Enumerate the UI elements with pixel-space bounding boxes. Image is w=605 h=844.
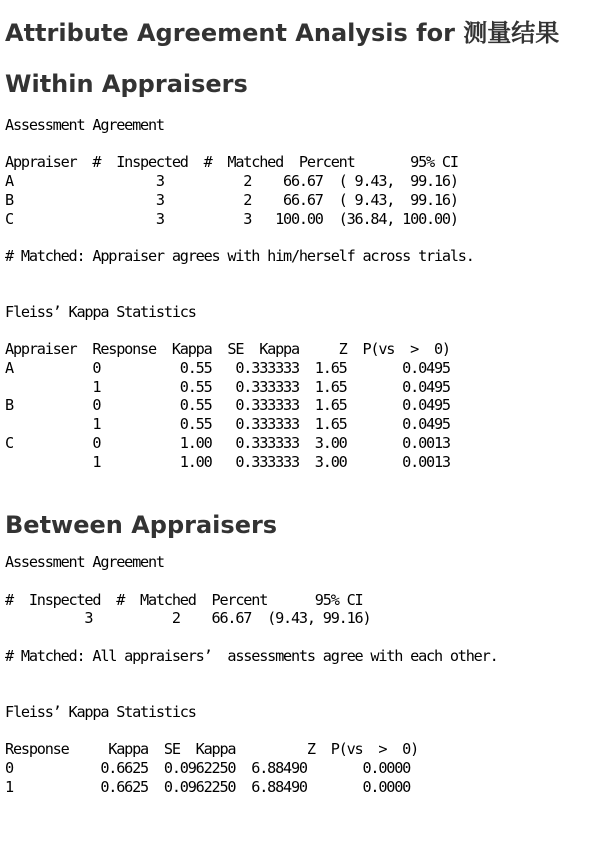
table-row: 1 0.6625 0.0962250 6.88490 0.0000 <box>5 777 411 796</box>
table-row: 0 0.6625 0.0962250 6.88490 0.0000 <box>5 758 411 777</box>
table-row: 3 2 66.67 (9.43, 99.16) <box>5 609 371 628</box>
table-row: B 0 0.55 0.333333 1.65 0.0495 <box>5 396 450 415</box>
table-row: C 3 3 100.00 (36.84, 100.00) <box>5 209 458 228</box>
within-kappa-label: Fleiss’ Kappa Statistics <box>5 302 196 321</box>
page-title: Attribute Agreement Analysis for 测量结果 <box>5 19 560 47</box>
between-assessment-label: Assessment Agreement <box>5 553 164 572</box>
table-row: 1 0.55 0.333333 1.65 0.0495 <box>5 415 450 434</box>
table-row: A 3 2 66.67 ( 9.43, 99.16) <box>5 172 458 191</box>
between-appraisers-heading: Between Appraisers <box>5 511 278 540</box>
table-row: A 0 0.55 0.333333 1.65 0.0495 <box>5 359 450 378</box>
table-row: B 3 2 66.67 ( 9.43, 99.16) <box>5 190 458 209</box>
table-row: 1 0.55 0.333333 1.65 0.0495 <box>5 377 450 396</box>
within-assessment-note: # Matched: Appraiser agrees with him/herself across trials. <box>5 246 474 265</box>
within-kappa-header: Appraiser Response Kappa SE Kappa Z P(vs > 0) <box>5 340 450 359</box>
between-kappa-header: Response Kappa SE Kappa Z P(vs > 0) <box>5 740 419 759</box>
between-assessment-header: # Inspected # Matched Percent 95% CI <box>5 590 363 609</box>
within-appraisers-heading: Within Appraisers <box>5 70 248 98</box>
within-assessment-header: Appraiser # Inspected # Matched Percent 95% CI <box>5 153 458 172</box>
table-row: C 0 1.00 0.333333 3.00 0.0013 <box>5 433 450 452</box>
within-assessment-label: Assessment Agreement <box>5 116 164 134</box>
between-kappa-label: Fleiss’ Kappa Statistics <box>5 702 196 721</box>
between-assessment-note: # Matched: All appraisers’ assessments agree with each other. <box>5 646 498 665</box>
table-row: 1 1.00 0.333333 3.00 0.0013 <box>5 452 450 471</box>
